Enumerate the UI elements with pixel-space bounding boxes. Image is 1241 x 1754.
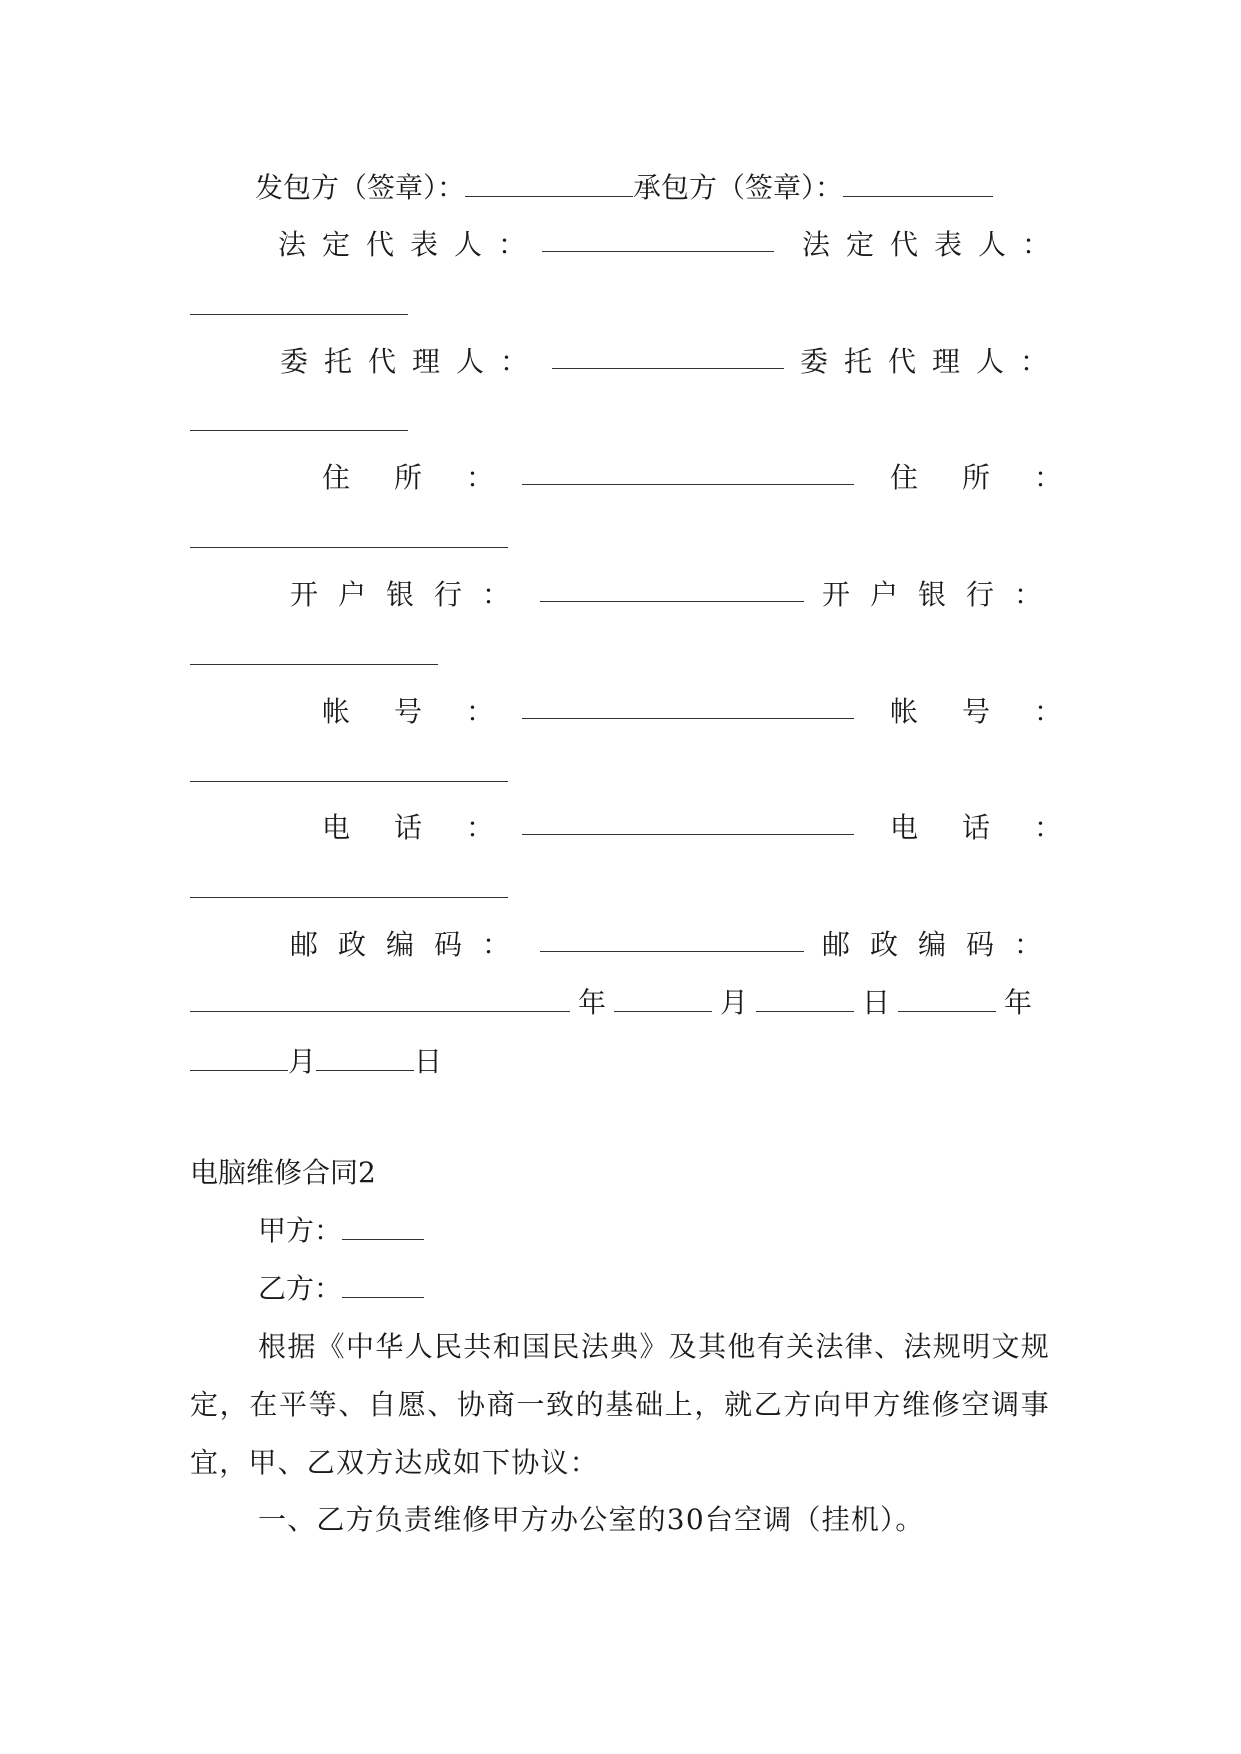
bank-a-blank[interactable] [540, 575, 804, 602]
date-year-1-blank[interactable] [614, 985, 712, 1012]
agent-b-blank[interactable] [190, 404, 408, 431]
party-b-blank[interactable] [342, 1271, 424, 1298]
postcode-b-label: 邮政编码： [822, 928, 1063, 961]
bank-b-blank[interactable] [190, 638, 438, 665]
date-month-2: 月 [288, 1045, 317, 1078]
date-year-1: 年 [578, 986, 607, 1019]
date-line-cont [190, 1042, 1050, 1082]
party-a-label: 甲方： [258, 1214, 343, 1247]
account-b-blank[interactable] [190, 755, 508, 782]
date-month-2-blank[interactable] [190, 1044, 288, 1071]
contractor-receiver-blank[interactable] [843, 170, 993, 197]
phone-a-label: 电话： [322, 811, 539, 844]
address-b-blank[interactable] [190, 521, 508, 548]
contractor-issuer-label: 发包方（签章）： [255, 171, 466, 204]
contractor-issuer-blank[interactable] [465, 170, 633, 197]
contractor-receiver-label: 承包方（签章）： [633, 171, 844, 204]
agent-a-blank[interactable] [552, 342, 784, 369]
signature-row-4-cont [190, 519, 1050, 559]
date-line [190, 983, 1050, 1023]
postcode-a-label: 邮政编码： [290, 928, 531, 961]
party-b-label: 乙方： [258, 1272, 343, 1305]
clause-1: 一、乙方负责维修甲方办公室的30台空调（挂机）。 [258, 1503, 925, 1536]
phone-a-blank[interactable] [522, 808, 854, 835]
date-day-2-blank[interactable] [316, 1044, 414, 1071]
agent-b-label: 委托代理人： [800, 345, 1065, 378]
party-a-line [258, 1211, 1118, 1251]
account-b-label: 帐号： [890, 695, 1107, 728]
legal-rep-b-label: 法定代表人： [802, 228, 1067, 261]
date-day-1-blank[interactable] [898, 985, 996, 1012]
phone-b-blank[interactable] [190, 871, 508, 898]
date-month-1: 月 [720, 986, 749, 1019]
bank-a-label: 开户银行： [290, 578, 531, 611]
date-year-2: 年 [1004, 986, 1033, 1019]
contract-title: 电脑维修合同2 [190, 1156, 376, 1189]
signature-row-3-cont [190, 402, 1050, 442]
signature-row-2-cont [190, 286, 1050, 326]
signature-row-5-cont [190, 636, 1050, 676]
postcode-b-blank[interactable] [190, 985, 570, 1012]
bank-b-label: 开户银行： [822, 578, 1063, 611]
account-a-label: 帐号： [322, 695, 539, 728]
signature-row-1 [255, 168, 1055, 208]
signature-row-7-cont [190, 869, 1050, 909]
legal-rep-a-label: 法定代表人： [278, 228, 543, 261]
legal-rep-b-blank[interactable] [190, 288, 408, 315]
party-a-blank[interactable] [342, 1213, 424, 1240]
intro-paragraph: 根据《中华人民共和国民法典》及其他有关法律、法规明文规定，在平等、自愿、协商一致的基础上，就乙方向甲方维修空调事宜，甲、乙双方达成如下协议： [190, 1330, 1050, 1479]
date-day-2: 日 [414, 1045, 443, 1078]
phone-b-label: 电话： [890, 811, 1107, 844]
agent-a-label: 委托代理人： [280, 345, 545, 378]
address-a-blank[interactable] [522, 458, 854, 485]
account-a-blank[interactable] [522, 692, 854, 719]
signature-row-6-cont [190, 753, 1050, 793]
date-month-1-blank[interactable] [756, 985, 854, 1012]
postcode-a-blank[interactable] [540, 925, 804, 952]
legal-rep-a-blank[interactable] [542, 225, 774, 252]
party-b-line [258, 1269, 1118, 1309]
address-a-label: 住所： [322, 461, 539, 494]
address-b-label: 住所： [890, 461, 1107, 494]
date-day-1: 日 [862, 986, 891, 1019]
